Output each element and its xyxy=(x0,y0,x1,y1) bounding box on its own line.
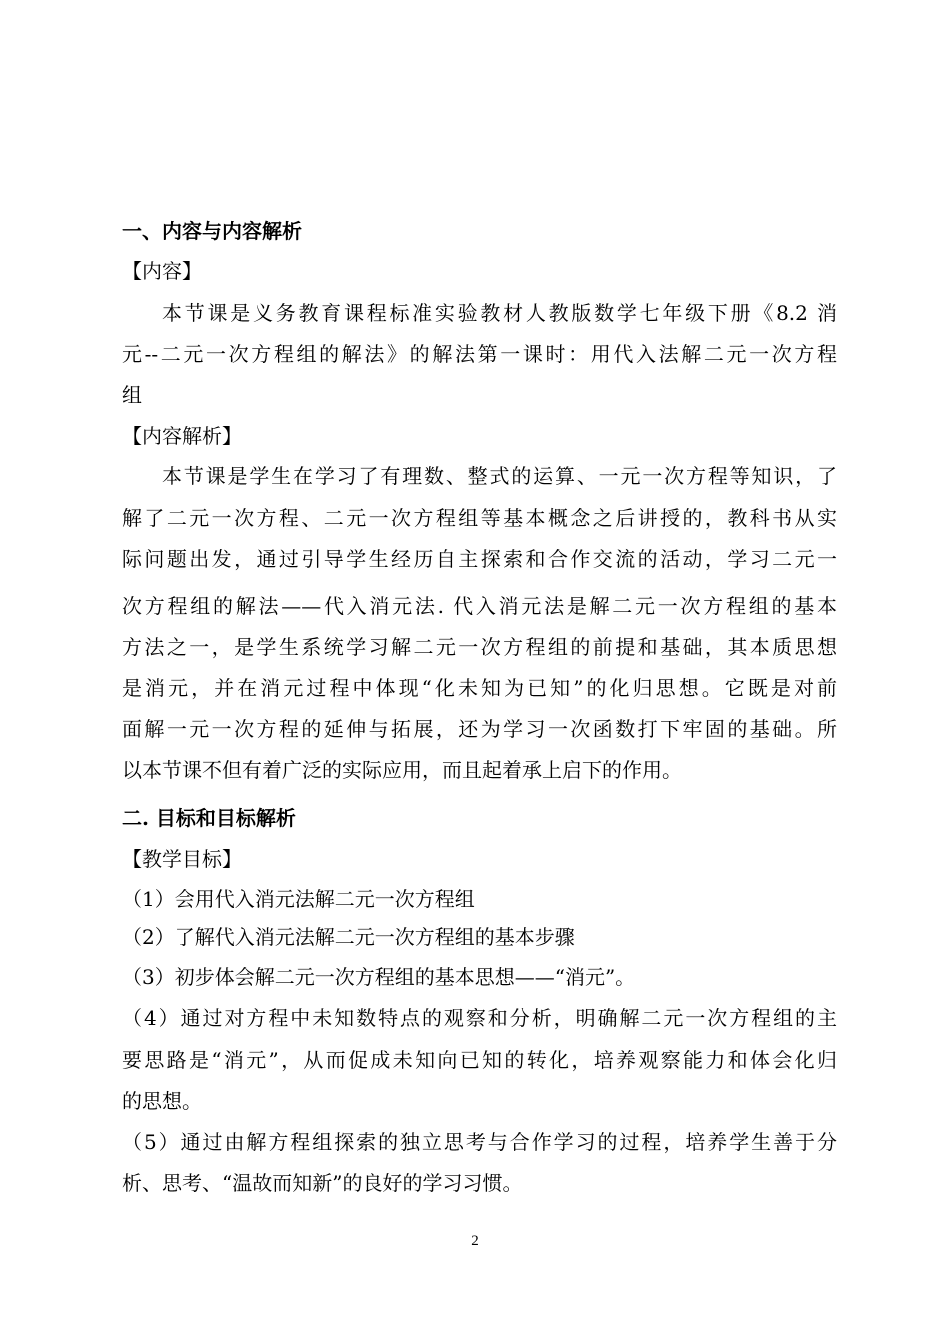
analysis-line-3: 际问题出发，通过引导学生经历自主探索和合作交流的活动，学习二元一 xyxy=(122,547,837,571)
goal-line-6: 的思想。 xyxy=(122,1089,202,1113)
analysis-line-4: 次方程组的解法——代入消元法. 代入消元法是解二元一次方程组的基本 xyxy=(122,594,837,618)
content-line-1: 本节课是义务教育课程标准实验教材人教版数学七年级下册《8.2 消 xyxy=(162,301,837,325)
analysis-line-1: 本节课是学生在学习了有理数、整式的运算、一元一次方程等知识，了 xyxy=(162,464,837,488)
goals-label: 【教学目标】 xyxy=(122,847,242,871)
section2-heading: 二. 目标和目标解析 xyxy=(122,806,296,830)
goal-line-8: 析、思考、“温故而知新”的良好的学习习惯。 xyxy=(122,1171,523,1195)
goal-line-3: （3）初步体会解二元一次方程组的基本思想——“消元”。 xyxy=(122,965,636,989)
content-line-2: 元--二元一次方程组的解法》的解法第一课时：用代入法解二元一次方程 xyxy=(122,342,837,366)
section1-heading: 一、内容与内容解析 xyxy=(122,219,302,243)
analysis-label: 【内容解析】 xyxy=(122,424,242,448)
goal-line-5: 要思路是“消元”，从而促成未知向已知的转化，培养观察能力和体会化归 xyxy=(122,1048,837,1072)
analysis-line-7: 面解一元一次方程的延伸与拓展，还为学习一次函数打下牢固的基础。所 xyxy=(122,717,837,741)
analysis-line-2: 解了二元一次方程、二元一次方程组等基本概念之后讲授的，教科书从实 xyxy=(122,506,837,530)
goal-line-1: （1）会用代入消元法解二元一次方程组 xyxy=(122,887,475,911)
page-number: 2 xyxy=(471,1233,479,1249)
goal-line-7: （5）通过由解方程组探索的独立思考与合作学习的过程，培养学生善于分 xyxy=(122,1130,837,1154)
goal-line-4: （4）通过对方程中未知数特点的观察和分析，明确解二元一次方程组的主 xyxy=(122,1006,837,1030)
analysis-line-5: 方法之一，是学生系统学习解二元一次方程组的前提和基础，其本质思想 xyxy=(122,635,837,659)
goal-line-2: （2）了解代入消元法解二元一次方程组的基本步骤 xyxy=(122,925,575,949)
content-label: 【内容】 xyxy=(122,259,202,283)
analysis-line-8: 以本节课不但有着广泛的实际应用，而且起着承上启下的作用。 xyxy=(122,758,682,782)
analysis-line-6: 是消元，并在消元过程中体现“化未知为已知”的化归思想。它既是对前 xyxy=(122,676,837,700)
content-line-3: 组 xyxy=(122,383,142,407)
